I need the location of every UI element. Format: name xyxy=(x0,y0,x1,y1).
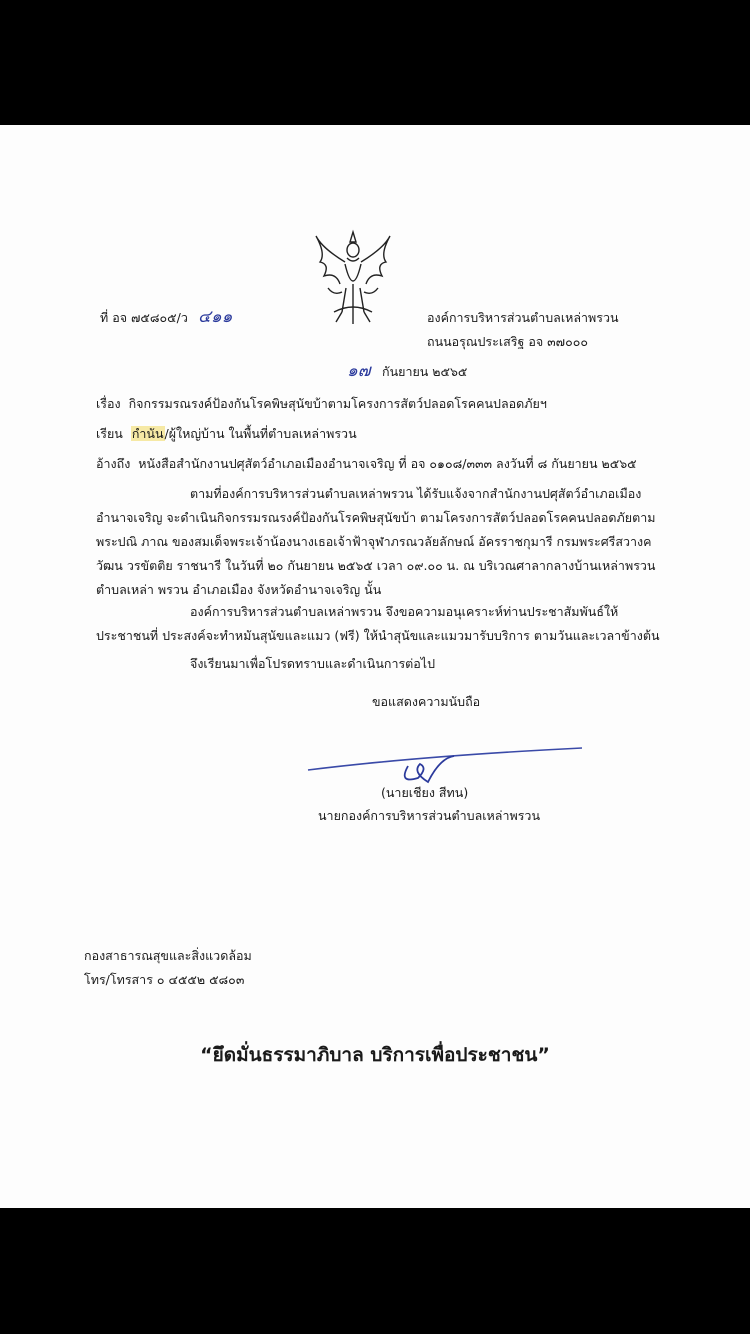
reference-number-handwritten: ๔๑๑ xyxy=(198,307,233,327)
slogan: “ยึดมั่นธรรมาภิบาล บริการเพื่อประชาชน” xyxy=(200,1044,550,1066)
signature-icon xyxy=(300,738,590,788)
subject-line xyxy=(96,396,547,412)
reference-number: ที่ อจ ๗๕๘๐๕/ว xyxy=(100,310,188,325)
recipient-highlight: กำนัน xyxy=(131,426,164,441)
reference-label: อ้างถึง xyxy=(96,456,131,471)
body-paragraph-2: องค์การบริหารส่วนตำบลเหล่าพรวน จึงขอความอนุเคราะห์ท่านประชาสัมพันธ์ให้ประชาชนที่ ประสงค์จะทำหมันสุนัขและแมว (ฟรี) ให้นำสุนัขและแมวมารับบริการ ตามวันและเวลาข้างต้น xyxy=(96,604,660,643)
signer-title: นายกองค์การบริหารส่วนตำบลเหล่าพรวน xyxy=(318,808,540,823)
recipient-text: /ผู้ใหญ่บ้าน ในพื้นที่ตำบลเหล่าพรวน xyxy=(164,426,357,441)
garuda-emblem-icon xyxy=(312,228,394,328)
sender-organization: องค์การบริหารส่วนตำบลเหล่าพรวน xyxy=(427,310,619,325)
body-paragraph-1: ตามที่องค์การบริหารส่วนตำบลเหล่าพรวน ได้รับแจ้งจากสำนักงานปศุสัตว์อำเภอเมือง อำนาจเจริญ จะดำเนินกิจกรรมรณรงค์ป้องกันโรคพิษสุนัขบ้า ตามโครงการสัตว์ปลอดโรคคนปลอดภัยตามพระปณิ ภาณ ของสมเด็จพระเจ้าน้องนางเธอเจ้าฟ้าจุฬาภรณวลัยลักษณ์ อัครราชกุมารี กรมพระศรีสวางควัฒน วรขัตติย ราชนารี ในวันที่ ๒๐ กันยายน ๒๕๖๕ เวลา ๐๙.๐๐ น. ณ บริเวณศาลากลางบ้านเหล่าพรวน ตำบลเหล่า พรวน อำเภอเมือง จังหวัดอำนาจเจริญ นั้น xyxy=(96,486,656,597)
subject-label: เรื่อง xyxy=(96,396,121,411)
body-paragraph-3: จึงเรียนมาเพื่อโปรดทราบและดำเนินการต่อไป xyxy=(190,656,436,671)
reference-text: หนังสือสำนักงานปศุสัตว์อำเภอเมืองอำนาจเจริญ ที่ อจ ๐๑๐๘/๓๓๓ ลงวันที่ ๘ กันยายน ๒๕๖๕ xyxy=(138,456,637,471)
reference-line xyxy=(96,456,637,472)
contact-number: โทร/โทรสาร ๐ ๔๕๕๒ ๕๘๐๓ xyxy=(84,972,245,987)
date-month-year: กันยายน ๒๕๖๕ xyxy=(382,364,468,379)
closing-phrase: ขอแสดงความนับถือ xyxy=(372,694,481,709)
signer-name: (นายเชียง สีทน) xyxy=(381,785,469,800)
recipient-line xyxy=(96,426,357,442)
sender-address: ถนนอรุณประเสริฐ อจ ๓๗๐๐๐ xyxy=(427,334,588,349)
division-name: กองสาธารณสุขและสิ่งแวดล้อม xyxy=(84,948,252,963)
subject-text: กิจกรรมรณรงค์ป้องกันโรคพิษสุนัขบ้าตามโครงการสัตว์ปลอดโรคคนปลอดภัยฯ xyxy=(128,396,547,411)
recipient-label: เรียน xyxy=(96,426,123,441)
date-day-handwritten: ๑๗ xyxy=(347,361,371,381)
